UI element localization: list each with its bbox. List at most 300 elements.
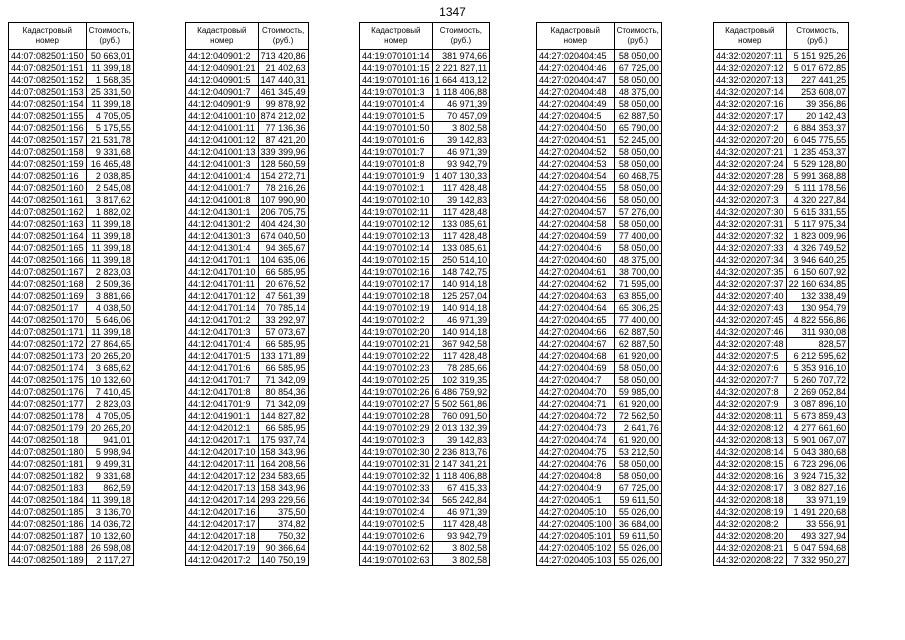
cadastral-number-cell: 44:19:070101:7 — [360, 146, 433, 158]
table-row — [186, 458, 309, 470]
table-row — [360, 554, 490, 566]
table-row — [537, 434, 662, 446]
cadastral-number-cell: 44:19:070102:28 — [360, 410, 433, 422]
cost-cell: 59 611,50 — [614, 530, 661, 542]
cadastral-number-cell: 44:12:042017:18 — [186, 530, 259, 542]
cadastral-number-cell: 44:19:070101:9 — [360, 170, 433, 182]
cost-cell: 38 700,00 — [614, 266, 661, 278]
cost-cell: 4 277 661,60 — [786, 422, 849, 434]
table-row — [9, 494, 134, 506]
cadastral-number-cell: 44:32:020208:18 — [714, 494, 787, 506]
cadastral-number-cell: 44:07:082501:172 — [9, 338, 87, 350]
cost-cell: 3 685,62 — [86, 362, 133, 374]
cost-cell: 11 399,18 — [86, 218, 133, 230]
table-row — [9, 482, 134, 494]
table-row — [714, 218, 849, 230]
cadastral-number-cell: 44:07:082501:162 — [9, 206, 87, 218]
cadastral-number-cell: 44:32:020207:8 — [714, 386, 787, 398]
cadastral-number-cell: 44:32:020207:48 — [714, 338, 787, 350]
cost-cell: 1 491 220,68 — [786, 506, 849, 518]
table-row — [186, 170, 309, 182]
cost-cell: 140 914,18 — [432, 278, 490, 290]
cadastral-number-cell: 44:19:070102:63 — [360, 554, 433, 566]
table-row — [537, 470, 662, 482]
cost-cell: 374,82 — [258, 518, 308, 530]
cost-cell: 5 043 380,68 — [786, 446, 849, 458]
table-row — [537, 134, 662, 146]
cadastral-number-cell: 44:12:041001:7 — [186, 182, 259, 194]
cost-cell: 27 864,65 — [86, 338, 133, 350]
table-row — [186, 302, 309, 314]
cost-cell: 117 428,48 — [432, 518, 490, 530]
cadastral-number-cell: 44:19:070102:20 — [360, 326, 433, 338]
cost-cell: 20 265,20 — [86, 422, 133, 434]
table-row — [360, 62, 490, 74]
table-row — [537, 62, 662, 74]
cost-cell: 5 502 561,86 — [432, 398, 490, 410]
table-row — [537, 410, 662, 422]
table-row — [537, 362, 662, 374]
table-row — [9, 410, 134, 422]
cadastral-number-cell: 44:07:082501:174 — [9, 362, 87, 374]
cost-cell: 78 216,26 — [258, 182, 308, 194]
cadastral-number-header-line: номер — [35, 36, 59, 45]
cost-cell: 3 082 827,16 — [786, 482, 849, 494]
cadastral-number-cell: 44:32:020207:21 — [714, 146, 787, 158]
cadastral-number-cell: 44:12:042017:17 — [186, 518, 259, 530]
cadastral-number-cell: 44:12:041701:7 — [186, 374, 259, 386]
table-row — [9, 338, 134, 350]
cadastral-number-cell: 44:07:082501:189 — [9, 554, 87, 566]
table-row — [186, 158, 309, 170]
cadastral-number-header-line: Кадастровый — [197, 26, 247, 35]
cadastral-number-cell: 44:32:020207:14 — [714, 86, 787, 98]
cadastral-number-cell: 44:07:082501:163 — [9, 218, 87, 230]
table-row — [186, 194, 309, 206]
cadastral-table-2 — [185, 22, 309, 566]
cadastral-number-cell: 44:07:082501:180 — [9, 446, 87, 458]
table-row — [360, 470, 490, 482]
cadastral-number-cell: 44:19:070102:32 — [360, 470, 433, 482]
table-row — [360, 170, 490, 182]
cost-cell: 65 306,25 — [614, 302, 661, 314]
cost-cell: 311 930,08 — [786, 326, 849, 338]
cost-cell: 50 663,01 — [86, 50, 133, 62]
cadastral-number-cell: 44:12:040901:21 — [186, 62, 259, 74]
table-row — [537, 542, 662, 554]
table-row — [9, 290, 134, 302]
cadastral-number-cell: 44:19:070102:2 — [360, 314, 433, 326]
table-row — [186, 494, 309, 506]
cost-cell: 9 331,68 — [86, 146, 133, 158]
table-row — [186, 122, 309, 134]
cost-cell: 58 050,00 — [614, 362, 661, 374]
cadastral-number-cell: 44:32:020207:45 — [714, 314, 787, 326]
cadastral-number-cell: 44:19:070102:30 — [360, 446, 433, 458]
table-row — [360, 458, 490, 470]
cost-cell: 117 428,48 — [432, 206, 490, 218]
cost-cell: 46 971,39 — [432, 146, 490, 158]
cost-cell: 21 531,78 — [86, 134, 133, 146]
cadastral-number-cell: 44:32:020207:11 — [714, 50, 787, 62]
cadastral-number-cell: 44:07:082501:169 — [9, 290, 87, 302]
cadastral-number-cell: 44:32:020208:22 — [714, 554, 787, 566]
table-row — [360, 290, 490, 302]
cadastral-number-header-line: номер — [210, 36, 234, 45]
cadastral-number-cell: 44:12:040901:5 — [186, 74, 259, 86]
cadastral-number-cell: 44:19:070102:21 — [360, 338, 433, 350]
cadastral-number-cell: 44:19:070102:13 — [360, 230, 433, 242]
cost-cell: 5 615 331,55 — [786, 206, 849, 218]
table-row — [186, 326, 309, 338]
cost-cell: 36 684,00 — [614, 518, 661, 530]
cadastral-number-cell: 44:07:082501:183 — [9, 482, 87, 494]
table-row — [714, 74, 849, 86]
cost-cell: 828,57 — [786, 338, 849, 350]
cost-cell: 2 013 132,39 — [432, 422, 490, 434]
cadastral-number-header-line: номер — [738, 36, 762, 45]
cadastral-number-cell: 44:07:082501:150 — [9, 50, 87, 62]
cadastral-number-cell: 44:19:070102:22 — [360, 350, 433, 362]
cost-cell: 2 269 052,84 — [786, 386, 849, 398]
cadastral-number-cell: 44:19:070102:18 — [360, 290, 433, 302]
cadastral-number-cell: 44:12:041001:4 — [186, 170, 259, 182]
table-row — [537, 122, 662, 134]
cadastral-number-cell: 44:19:070101:16 — [360, 74, 433, 86]
cost-cell: 2 117,27 — [86, 554, 133, 566]
cadastral-number-cell: 44:07:082501:170 — [9, 314, 87, 326]
table-row — [9, 206, 134, 218]
table-row — [537, 278, 662, 290]
table-row — [537, 302, 662, 314]
table-row — [9, 326, 134, 338]
cost-header-line: (руб.) — [807, 36, 828, 45]
cadastral-number-cell: 44:12:041001:12 — [186, 134, 259, 146]
table-row — [537, 98, 662, 110]
cost-cell: 10 132,60 — [86, 530, 133, 542]
cost-cell: 62 887,50 — [614, 326, 661, 338]
table-row — [714, 518, 849, 530]
cost-header-line: (руб.) — [450, 36, 472, 45]
cadastral-number-cell: 44:12:041301:3 — [186, 230, 259, 242]
cost-cell: 250 514,10 — [432, 254, 490, 266]
table-row — [537, 146, 662, 158]
cadastral-number-cell: 44:19:070102:3 — [360, 434, 433, 446]
cadastral-number-cell: 44:27:020404:57 — [537, 206, 615, 218]
cadastral-number-cell: 44:12:041701:10 — [186, 266, 259, 278]
cost-cell: 11 399,18 — [86, 326, 133, 338]
cost-cell: 77 136,36 — [258, 122, 308, 134]
table-row — [186, 386, 309, 398]
table-row — [714, 302, 849, 314]
table-row — [9, 62, 134, 74]
table-row — [186, 242, 309, 254]
table-row — [714, 422, 849, 434]
cost-cell: 39 142,83 — [432, 134, 490, 146]
cost-cell: 66 585,95 — [258, 362, 308, 374]
cost-cell: 5 260 707,72 — [786, 374, 849, 386]
cost-cell: 164 208,56 — [258, 458, 308, 470]
cost-header-line: Стоимость, — [616, 26, 659, 35]
cost-cell: 5 646,06 — [86, 314, 133, 326]
cost-cell: 158 343,96 — [258, 482, 308, 494]
table-row — [186, 206, 309, 218]
table-row — [360, 482, 490, 494]
cost-cell: 565 242,84 — [432, 494, 490, 506]
cadastral-number-cell: 44:07:082501:184 — [9, 494, 87, 506]
cost-cell: 99 878,92 — [258, 98, 308, 110]
cadastral-number-cell: 44:32:020208:12 — [714, 422, 787, 434]
cadastral-number-cell: 44:19:070102:34 — [360, 494, 433, 506]
table-row — [537, 398, 662, 410]
cost-cell: 1 568,35 — [86, 74, 133, 86]
cadastral-number-cell: 44:32:020207:29 — [714, 182, 787, 194]
table-row — [537, 110, 662, 122]
table-row — [186, 482, 309, 494]
cost-cell: 5 047 594,68 — [786, 542, 849, 554]
cadastral-number-cell: 44:07:082501:152 — [9, 74, 87, 86]
table-row — [714, 470, 849, 482]
cost-cell: 57 073,67 — [258, 326, 308, 338]
cadastral-number-cell: 44:07:082501:155 — [9, 110, 87, 122]
cost-cell: 55 026,00 — [614, 506, 661, 518]
cadastral-number-cell: 44:27:020404:71 — [537, 398, 615, 410]
table-row — [186, 314, 309, 326]
cadastral-number-cell: 44:07:082501:151 — [9, 62, 87, 74]
table-row — [186, 446, 309, 458]
cadastral-number-cell: 44:07:082501:166 — [9, 254, 87, 266]
cost-cell: 1 118 406,88 — [432, 470, 490, 482]
header-row — [186, 23, 309, 50]
cost-cell: 58 050,00 — [614, 182, 661, 194]
table-row — [360, 518, 490, 530]
table-row — [537, 170, 662, 182]
table-row — [186, 530, 309, 542]
cadastral-number-cell: 44:12:040901:9 — [186, 98, 259, 110]
table-row — [537, 554, 662, 566]
cost-cell: 67 725,00 — [614, 482, 661, 494]
cost-cell: 94 365,67 — [258, 242, 308, 254]
cost-cell: 713 420,86 — [258, 50, 308, 62]
cost-cell: 147 440,31 — [258, 74, 308, 86]
cadastral-table-1 — [8, 22, 134, 566]
cadastral-number-cell: 44:12:041901:1 — [186, 410, 259, 422]
table-row — [9, 122, 134, 134]
cost-cell: 3 087 896,10 — [786, 398, 849, 410]
cadastral-number-header-line: Кадастровый — [371, 26, 421, 35]
cadastral-number-cell: 44:27:020404:7 — [537, 374, 615, 386]
cost-cell: 58 050,00 — [614, 194, 661, 206]
cadastral-number-cell: 44:32:020207:6 — [714, 362, 787, 374]
cost-cell: 93 942,79 — [432, 530, 490, 542]
table-row — [714, 170, 849, 182]
cost-cell: 47 561,39 — [258, 290, 308, 302]
cost-cell: 130 954,79 — [786, 302, 849, 314]
cost-cell: 2 147 341,21 — [432, 458, 490, 470]
cadastral-number-cell: 44:27:020404:68 — [537, 350, 615, 362]
cost-cell: 5 117 975,34 — [786, 218, 849, 230]
cadastral-number-cell: 44:27:020404:5 — [537, 110, 615, 122]
cadastral-number-cell: 44:27:020404:60 — [537, 254, 615, 266]
table-row — [714, 254, 849, 266]
table-row — [186, 278, 309, 290]
cadastral-number-cell: 44:32:020207:12 — [714, 62, 787, 74]
cadastral-number-cell: 44:27:020404:50 — [537, 122, 615, 134]
cost-header-line: Стоимость, — [261, 26, 305, 35]
cost-cell: 3 924 715,32 — [786, 470, 849, 482]
table-row — [186, 266, 309, 278]
cost-cell: 58 050,00 — [614, 146, 661, 158]
cadastral-number-cell: 44:32:020208:15 — [714, 458, 787, 470]
cost-cell: 4 822 556,86 — [786, 314, 849, 326]
cadastral-number-cell: 44:27:020404:54 — [537, 170, 615, 182]
table-row — [360, 422, 490, 434]
table-row — [9, 542, 134, 554]
cost-cell: 5 151 925,26 — [786, 50, 849, 62]
table-row — [537, 518, 662, 530]
table-row — [9, 434, 134, 446]
table-row — [714, 326, 849, 338]
cost-cell: 154 272,71 — [258, 170, 308, 182]
cadastral-number-cell: 44:07:082501:168 — [9, 278, 87, 290]
cost-cell: 5 353 916,10 — [786, 362, 849, 374]
cadastral-number-cell: 44:12:041701:9 — [186, 398, 259, 410]
cadastral-number-cell: 44:32:020207:37 — [714, 278, 787, 290]
cadastral-number-cell: 44:19:070102:10 — [360, 194, 433, 206]
table-row — [9, 50, 134, 62]
cost-cell: 674 040,50 — [258, 230, 308, 242]
cost-cell: 63 855,00 — [614, 290, 661, 302]
cost-cell: 117 428,48 — [432, 350, 490, 362]
table-row — [537, 494, 662, 506]
cadastral-number-cell: 44:27:020404:65 — [537, 314, 615, 326]
table-row — [186, 230, 309, 242]
cost-cell: 9 331,68 — [86, 470, 133, 482]
cost-cell: 20 142,43 — [786, 110, 849, 122]
table-row — [537, 482, 662, 494]
table-row — [537, 326, 662, 338]
table-row — [9, 278, 134, 290]
table-row — [537, 242, 662, 254]
cadastral-number-cell: 44:19:070102:1 — [360, 182, 433, 194]
cadastral-number-cell: 44:07:082501:18 — [9, 434, 87, 446]
cost-cell: 6 723 296,06 — [786, 458, 849, 470]
cost-cell: 1 407 130,33 — [432, 170, 490, 182]
cost-cell: 66 585,95 — [258, 422, 308, 434]
cost-cell: 4 705,05 — [86, 410, 133, 422]
cost-cell: 46 971,39 — [432, 98, 490, 110]
cadastral-number-cell: 44:07:082501:154 — [9, 98, 87, 110]
cadastral-number-cell: 44:12:041701:14 — [186, 302, 259, 314]
cost-header-line: Стоимость, — [796, 26, 839, 35]
cost-cell: 11 399,18 — [86, 230, 133, 242]
cost-cell: 4 326 749,52 — [786, 242, 849, 254]
cadastral-number-cell: 44:07:082501:167 — [9, 266, 87, 278]
cadastral-number-cell: 44:27:020404:46 — [537, 62, 615, 74]
cadastral-number-cell: 44:27:020404:58 — [537, 218, 615, 230]
cost-cell: 48 375,00 — [614, 254, 661, 266]
cadastral-number-cell: 44:19:070102:62 — [360, 542, 433, 554]
table-row — [714, 122, 849, 134]
cadastral-number-cell: 44:12:041701:6 — [186, 362, 259, 374]
cadastral-number-header-line: Кадастровый — [22, 26, 72, 35]
table-row — [714, 134, 849, 146]
cost-cell: 57 276,00 — [614, 206, 661, 218]
table-row — [714, 158, 849, 170]
cadastral-number-cell: 44:27:020404:55 — [537, 182, 615, 194]
cadastral-number-cell: 44:12:041301:2 — [186, 218, 259, 230]
cadastral-number-cell: 44:32:020208:14 — [714, 446, 787, 458]
cost-cell: 26 598,08 — [86, 542, 133, 554]
table-row — [9, 242, 134, 254]
cost-cell: 61 920,00 — [614, 398, 661, 410]
cadastral-number-cell: 44:27:020404:66 — [537, 326, 615, 338]
cadastral-number-cell: 44:19:070102:6 — [360, 530, 433, 542]
cadastral-number-cell: 44:32:020208:21 — [714, 542, 787, 554]
table-row — [186, 470, 309, 482]
cost-cell: 206 705,75 — [258, 206, 308, 218]
table-row — [186, 290, 309, 302]
cost-cell: 48 375,00 — [614, 86, 661, 98]
cost-cell: 253 608,07 — [786, 86, 849, 98]
table-row — [360, 122, 490, 134]
table-row — [9, 554, 134, 566]
cadastral-number-cell: 44:32:020207:40 — [714, 290, 787, 302]
cost-cell: 3 136,70 — [86, 506, 133, 518]
cadastral-number-cell: 44:19:070102:27 — [360, 398, 433, 410]
cost-cell: 4 705,05 — [86, 110, 133, 122]
cost-cell: 133 085,61 — [432, 242, 490, 254]
cost-cell: 493 327,94 — [786, 530, 849, 542]
cadastral-number-cell: 44:19:070101:4 — [360, 98, 433, 110]
table-row — [9, 194, 134, 206]
cadastral-number-cell: 44:32:020208:11 — [714, 410, 787, 422]
cost-cell: 10 132,60 — [86, 374, 133, 386]
cadastral-number-header — [360, 23, 433, 50]
table-row — [360, 398, 490, 410]
cost-header — [432, 23, 490, 50]
cost-cell: 133 171,89 — [258, 350, 308, 362]
cadastral-number-cell: 44:27:020404:62 — [537, 278, 615, 290]
table-row — [360, 386, 490, 398]
cost-cell: 9 499,31 — [86, 458, 133, 470]
header-row — [714, 23, 849, 50]
cadastral-number-cell: 44:32:020208:2 — [714, 518, 787, 530]
cadastral-number-cell: 44:07:082501:182 — [9, 470, 87, 482]
table-row — [714, 350, 849, 362]
cost-cell: 144 827,82 — [258, 410, 308, 422]
cost-cell: 2 509,36 — [86, 278, 133, 290]
table-row — [186, 182, 309, 194]
cadastral-number-header-line: Кадастровый — [725, 26, 775, 35]
cost-cell: 461 345,49 — [258, 86, 308, 98]
cadastral-number-cell: 44:07:082501:159 — [9, 158, 87, 170]
cost-cell: 7 410,45 — [86, 386, 133, 398]
cost-cell: 22 160 634,85 — [786, 278, 849, 290]
cost-cell: 107 990,90 — [258, 194, 308, 206]
table-row — [714, 506, 849, 518]
cost-cell: 58 050,00 — [614, 74, 661, 86]
cadastral-number-cell: 44:07:082501:16 — [9, 170, 87, 182]
cadastral-number-cell: 44:32:020207:20 — [714, 134, 787, 146]
cadastral-number-cell: 44:19:070102:12 — [360, 218, 433, 230]
cost-cell: 1 235 453,37 — [786, 146, 849, 158]
cadastral-number-cell: 44:27:020404:56 — [537, 194, 615, 206]
cadastral-number-cell: 44:32:020207:9 — [714, 398, 787, 410]
table-row — [186, 422, 309, 434]
cost-cell: 5 529 128,80 — [786, 158, 849, 170]
cost-cell: 58 050,00 — [614, 50, 661, 62]
